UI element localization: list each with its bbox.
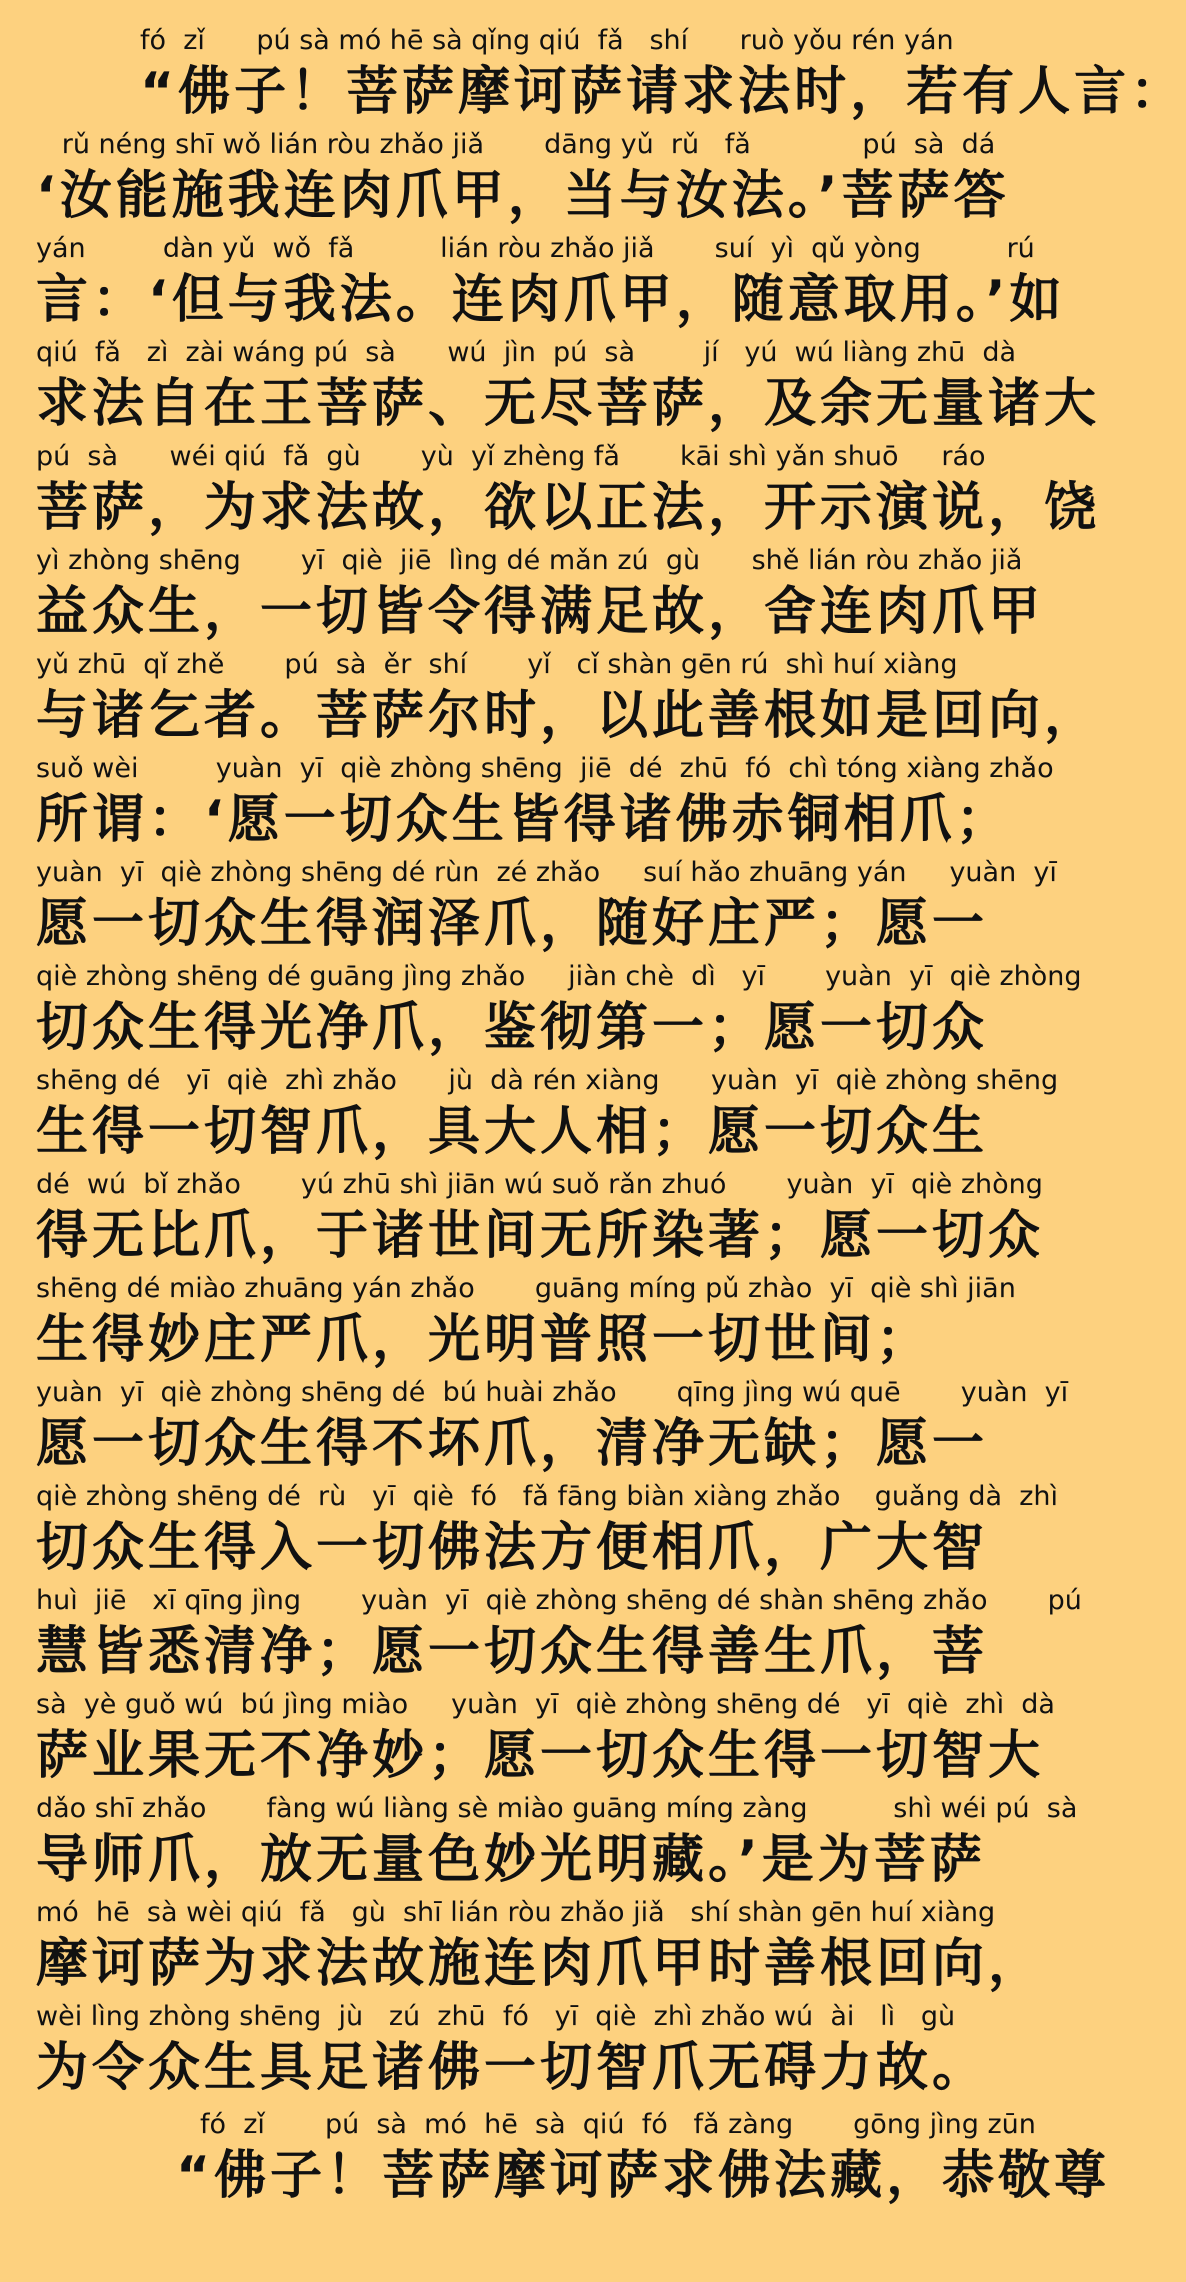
pinyin-annotation: suǒ wèi yuàn yī qiè zhòng shēng jiē dé zhū fó chì tóng xiàng zhǎo [36, 753, 1054, 784]
chinese-text: 摩诃萨为求法故施连肉爪甲时善根回向， [36, 1934, 1045, 1994]
chinese-text: 愿一切众生得不坏爪，清净无缺；愿一 [36, 1414, 989, 1474]
chinese-text: 益众生，一切皆令得满足故，舍连肉爪甲 [36, 582, 1045, 642]
chinese-text: 切众生得光净爪，鉴彻第一；愿一切众 [36, 998, 989, 1058]
text-line [36, 2000, 1044, 2104]
pinyin-annotation: qiè zhòng shēng dé guāng jìng zhǎo jiàn chè dì yī yuàn yī qiè zhòng [36, 961, 1082, 992]
pinyin-annotation: fó zǐ pú sà mó hē sà qǐng qiú fǎ shí ruò yǒu rén yán [140, 25, 954, 56]
pinyin-annotation: rǔ néng shī wǒ lián ròu zhǎo jiǎ dāng yǔ rǔ fǎ pú sà dá [36, 129, 996, 160]
pinyin-annotation: shēng dé miào zhuāng yán zhǎo guāng míng pǔ zhào yī qiè shì jiān [36, 1273, 1016, 1304]
text-line [36, 544, 1044, 648]
chinese-text: 得无比爪，于诸世间无所染著；愿一切众 [36, 1206, 1045, 1266]
pinyin-annotation: pú sà wéi qiú fǎ gù yù yǐ zhèng fǎ kāi shì yǎn shuō ráo [36, 441, 986, 472]
chinese-text: 言：‘但与我法。连肉爪甲，随意取用。’如 [36, 270, 1066, 330]
text-line [36, 1064, 1059, 1168]
text-line [36, 440, 1101, 544]
chinese-text: 慧皆悉清净；愿一切众生得善生爪，菩 [36, 1622, 989, 1682]
pinyin-annotation: yán dàn yǔ wǒ fǎ lián ròu zhǎo jiǎ suí yì qǔ yòng rú [36, 233, 1035, 264]
pinyin-annotation: qiú fǎ zì zài wáng pú sà wú jìn pú sà jí yú wú liàng zhū dà [36, 337, 1017, 368]
chinese-text: 生得妙庄严爪，光明普照一切世间； [36, 1310, 933, 1370]
text-line [36, 1792, 1078, 1896]
pinyin-annotation: dé wú bǐ zhǎo yú zhū shì jiān wú suǒ rǎn zhuó yuàn yī qiè zhòng [36, 1169, 1043, 1200]
pinyin-annotation: shēng dé yī qiè zhì zhǎo jù dà rén xiàng yuàn yī qiè zhòng shēng [36, 1065, 1059, 1096]
pinyin-annotation: mó hē sà wèi qiú fǎ gù shī lián ròu zhǎo jiǎ shí shàn gēn huí xiàng [36, 1897, 996, 1928]
chinese-text: 为令众生具足诸佛一切智爪无碍力故。 [36, 2038, 989, 2098]
chinese-text: 生得一切智爪，具大人相；愿一切众生 [36, 1102, 989, 1162]
pinyin-annotation: dǎo shī zhǎo fàng wú liàng sè miào guāng míng zàng shì wéi pú sà [36, 1793, 1078, 1824]
chinese-text: “佛子！菩萨摩诃萨请求法时，若有人言： [140, 62, 1186, 122]
chinese-text: 所谓：‘愿一切众生皆得诸佛赤铜相爪； [36, 790, 1012, 850]
text-line [36, 128, 1044, 232]
text-line [36, 856, 1057, 960]
chinese-text: 菩萨，为求法故，欲以正法，开示演说，饶 [36, 478, 1101, 538]
text-line [36, 232, 1066, 336]
text-line [36, 752, 1054, 856]
pinyin-annotation: yì zhòng shēng yī qiè jiē lìng dé mǎn zú gù shě lián ròu zhǎo jiǎ [36, 545, 1023, 576]
pinyin-annotation: yuàn yī qiè zhòng shēng dé bú huài zhǎo qīng jìng wú quē yuàn yī [36, 1377, 1069, 1408]
pinyin-annotation: wèi lìng zhòng shēng jù zú zhū fó yī qiè zhì zhǎo wú ài lì gù [36, 2001, 956, 2032]
pinyin-annotation: yǔ zhū qǐ zhě pú sà ěr shí yǐ cǐ shàn gēn rú shì huí xiàng [36, 649, 958, 680]
chinese-text: 导师爪，放无量色妙光明藏。’是为菩萨 [36, 1830, 986, 1890]
pinyin-annotation: fó zǐ pú sà mó hē sà qiú fó fǎ zàng gōng jìng zūn [200, 2109, 1036, 2140]
text-line [36, 648, 1101, 752]
chinese-text: 愿一切众生得润泽爪，随好庄严；愿一 [36, 894, 989, 954]
chinese-text: 与诸乞者。菩萨尔时，以此善根如是回向， [36, 686, 1101, 746]
pinyin-annotation: qiè zhòng shēng dé rù yī qiè fó fǎ fāng biàn xiàng zhǎo guǎng dà zhì [36, 1481, 1059, 1512]
text-line [36, 1168, 1044, 1272]
text-line [36, 336, 1101, 440]
text-line [36, 1688, 1055, 1792]
chinese-text: 求法自在王菩萨、无尽菩萨，及余无量诸大 [36, 374, 1101, 434]
text-line [36, 1272, 1044, 1376]
chinese-text: “佛子！菩萨摩诃萨求佛法藏，恭敬尊 [176, 2146, 1111, 2206]
chinese-text: ‘汝能施我连肉爪甲，当与汝法。’菩萨答 [36, 166, 1010, 226]
pinyin-annotation: sà yè guǒ wú bú jìng miào yuàn yī qiè zhòng shēng dé yī qiè zhì dà [36, 1689, 1055, 1720]
pinyin-annotation: huì jiē xī qīng jìng yuàn yī qiè zhòng shēng dé shàn shēng zhǎo pú [36, 1585, 1082, 1616]
chinese-text: 萨业果无不净妙；愿一切众生得一切智大 [36, 1726, 1045, 1786]
text-line [36, 2108, 1111, 2212]
chinese-text: 切众生得入一切佛法方便相爪，广大智 [36, 1518, 989, 1578]
pinyin-annotation: yuàn yī qiè zhòng shēng dé rùn zé zhǎo suí hǎo zhuāng yán yuàn yī [36, 857, 1057, 888]
text-line [36, 24, 1186, 128]
text-line [36, 1584, 1082, 1688]
text-line [36, 1480, 1059, 1584]
text-line [36, 1376, 1069, 1480]
text-line [36, 1896, 1044, 2000]
text-line [36, 960, 1082, 1064]
